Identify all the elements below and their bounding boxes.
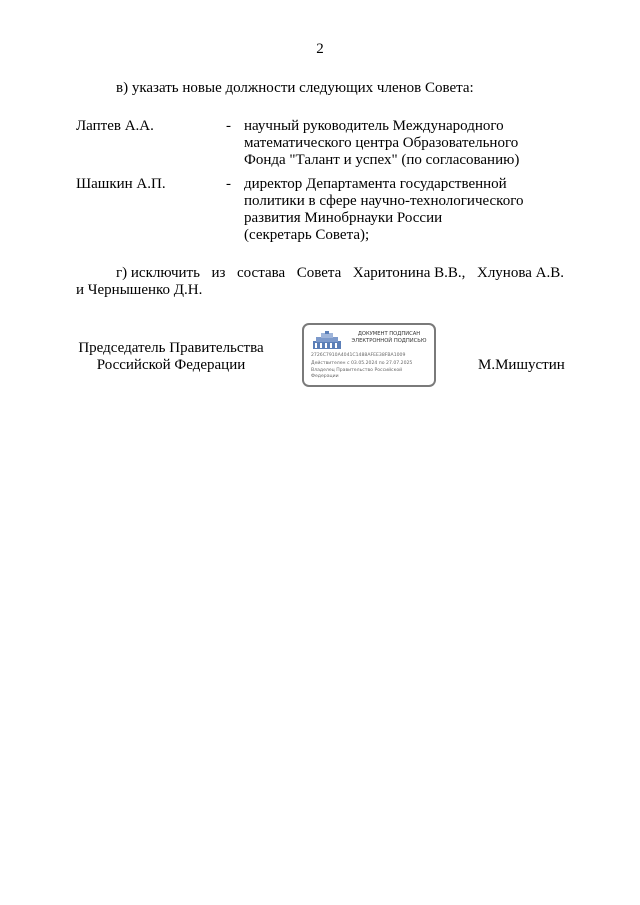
exclude-word: Хлунова А.В. <box>476 265 564 281</box>
stamp-title <box>344 331 434 345</box>
exclude-line-2: и Чернышенко Д.Н. <box>76 282 203 298</box>
exclude-word: Харитонина В.В., <box>352 265 466 281</box>
member-description <box>244 176 564 244</box>
description-line: (секретарь Совета); <box>244 227 370 243</box>
stamp-owner-line: Владелец Правительство Российской <box>311 368 403 373</box>
description-line: Фонда "Талант и успех" (по согласованию) <box>244 152 520 168</box>
description-line: научный руководитель Международного <box>244 118 504 134</box>
intro-paragraph: в) указать новые должности следующих членов Совета: <box>116 80 474 96</box>
member-dash: - <box>226 176 231 192</box>
description-line: развития Минобрнауки России <box>244 210 443 226</box>
description-line: директор Департамента государственной <box>244 176 507 192</box>
member-description <box>244 118 564 169</box>
stamp-owner <box>311 368 433 380</box>
signatory-position <box>76 340 266 374</box>
signatory-name: М.Мишустин <box>478 357 565 373</box>
government-building-icon <box>313 331 341 349</box>
member-name: Лаптев А.А. <box>76 118 154 134</box>
description-line: математического центра Образовательного <box>244 135 519 151</box>
stamp-title-line: ДОКУМЕНТ ПОДПИСАН <box>357 331 421 337</box>
position-line: Российской Федерации <box>96 357 246 373</box>
stamp-validity: Действителен с 03.05.2024 по 27.07.2025 <box>311 361 413 366</box>
description-line: политики в сфере научно-технологического <box>244 193 524 209</box>
stamp-serial: 2726C7910A4041C1488AFEE38FBA1009 <box>311 353 406 358</box>
page-number: 2 <box>316 41 324 57</box>
exclude-word: из <box>211 265 226 281</box>
exclude-word: Совета <box>296 265 342 281</box>
stamp-owner-line: Федерации <box>311 374 339 379</box>
exclude-word: состава <box>237 265 286 281</box>
member-name: Шашкин А.П. <box>76 176 166 192</box>
position-line: Председатель Правительства <box>78 340 264 356</box>
stamp-title-line: ЭЛЕКТРОННОЙ ПОДПИСЬЮ <box>351 338 427 344</box>
member-dash: - <box>226 118 231 134</box>
electronic-signature-stamp <box>302 323 436 387</box>
exclude-paragraph <box>76 265 564 299</box>
exclude-word: г) исключить <box>116 265 200 281</box>
exclude-line-1 <box>76 265 564 282</box>
